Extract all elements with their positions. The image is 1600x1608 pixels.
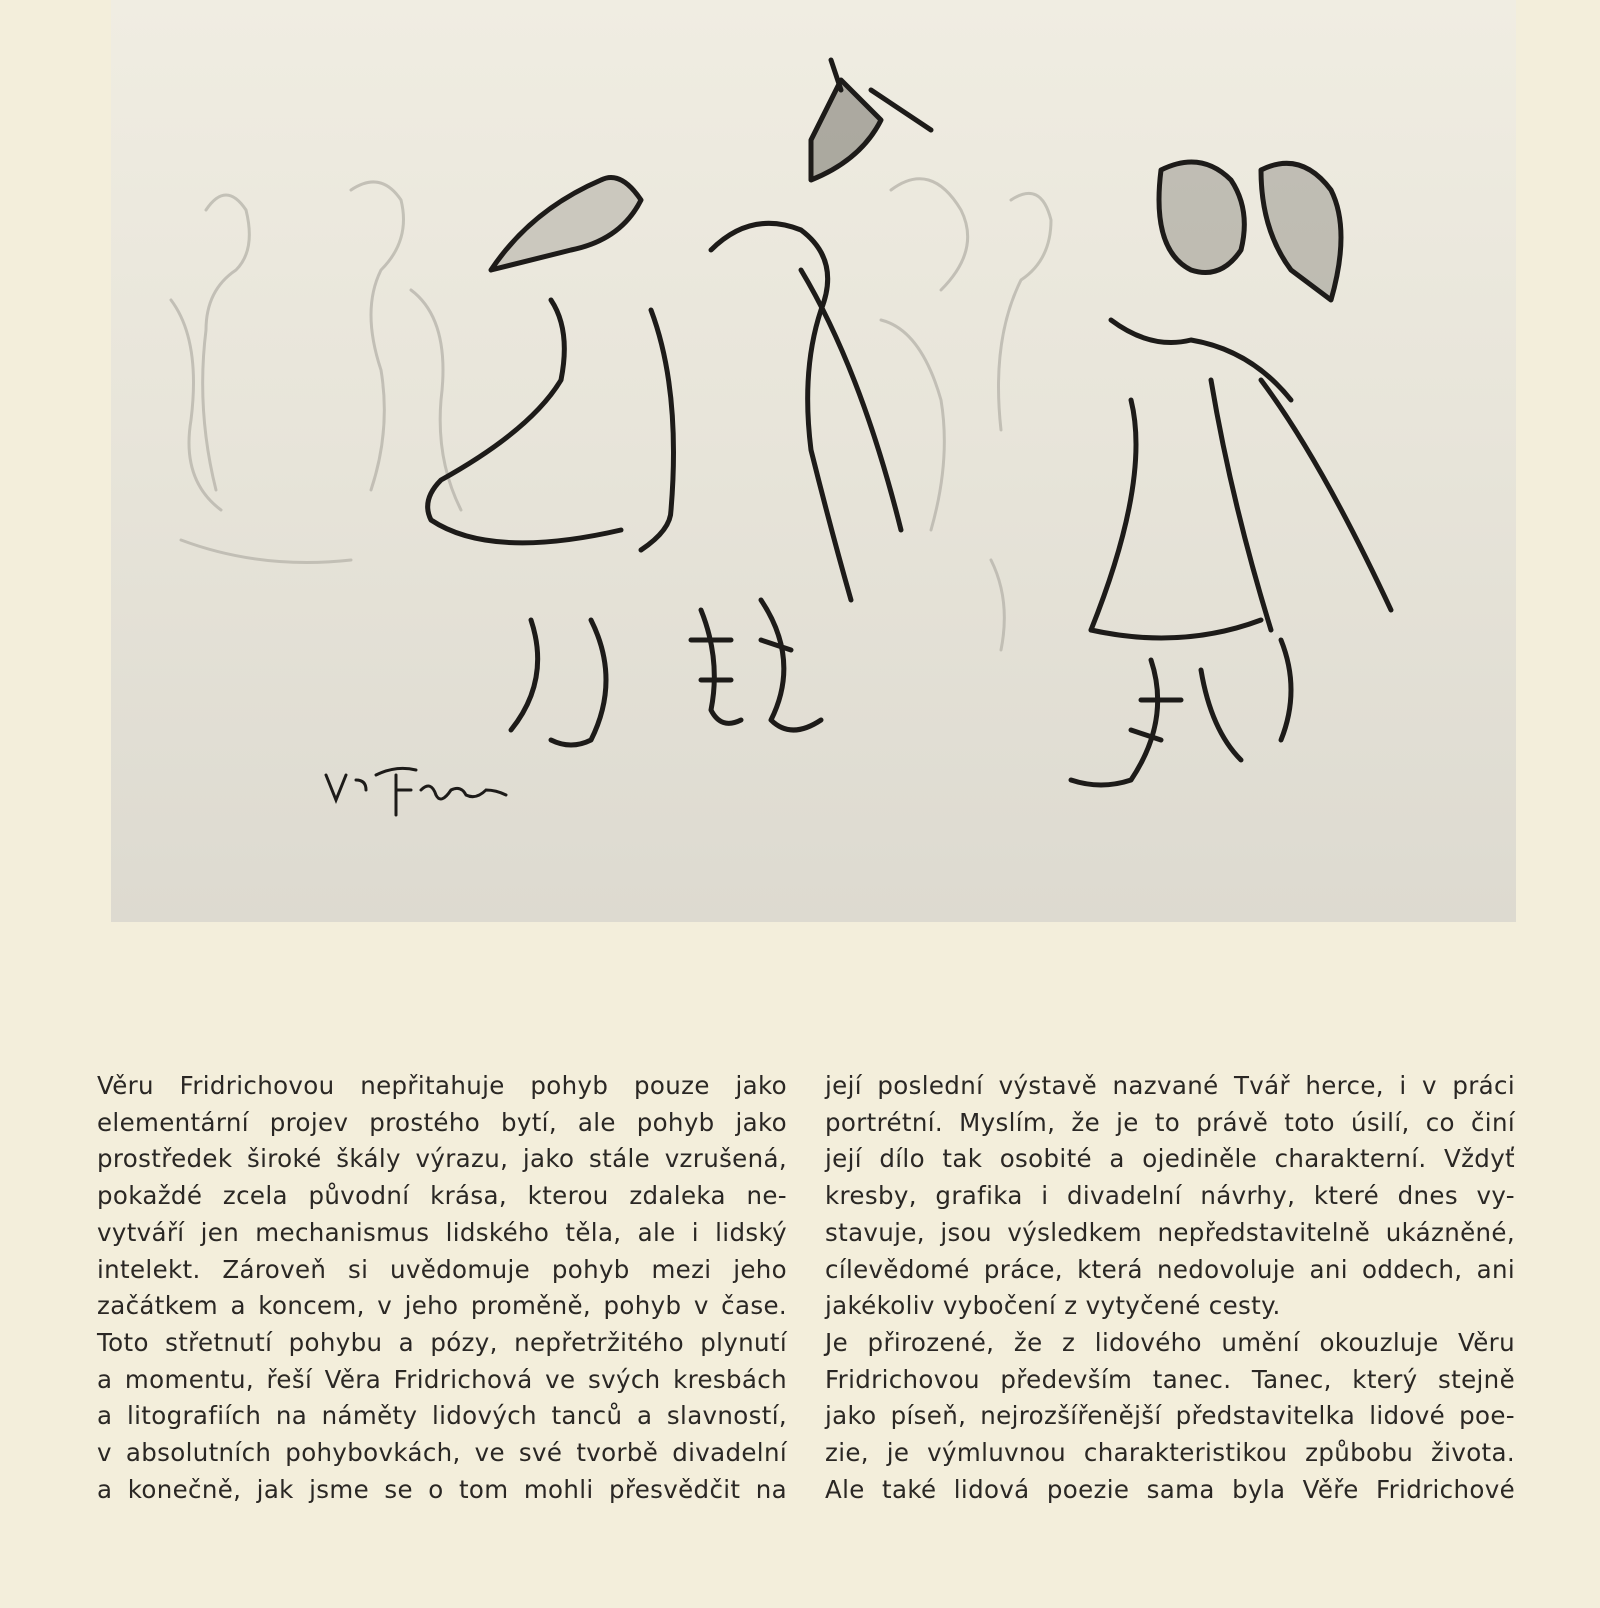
text-line: jako píseň, nejrozšířenější představitelka lidové poe- bbox=[825, 1401, 1515, 1431]
text-line: Ale také lidová poezie sama byla Věře Fridrichové bbox=[825, 1474, 1515, 1504]
ink-drawing bbox=[111, 0, 1516, 922]
artist-signature bbox=[326, 768, 506, 815]
text-line: Fridrichovou především tanec. Tanec, který stejně bbox=[825, 1364, 1515, 1394]
text-line: kresby, grafika i divadelní návrhy, které dnes vy- bbox=[825, 1181, 1515, 1211]
text-line: vytváří jen mechanismus lidského těla, ale i lidský bbox=[97, 1217, 787, 1247]
text-line: stavuje, jsou výsledkem nepředstavitelně ukázněné, bbox=[825, 1217, 1515, 1247]
text-line: cílevědomé práce, která nedovoluje ani oddech, ani bbox=[825, 1254, 1515, 1284]
dancing-pair-right bbox=[1071, 162, 1391, 785]
text-line: portrétní. Myslím, že je to právě toto úsilí, co činí bbox=[825, 1107, 1515, 1137]
text-line: intelekt. Zároveň si uvědomuje pohyb mezi jeho bbox=[97, 1254, 787, 1284]
dancing-couple-left bbox=[428, 60, 931, 745]
text-line: prostředek široké škály výrazu, jako stále vzrušená, bbox=[97, 1144, 787, 1174]
text-line: a konečně, jak jsme se o tom mohli přesvědčit na bbox=[97, 1474, 787, 1504]
text-column-right bbox=[825, 1068, 1515, 1508]
text-line: elementární projev prostého bytí, ale pohyb jako bbox=[97, 1107, 787, 1137]
folk-dance-illustration bbox=[111, 0, 1516, 922]
text-line: Toto střetnutí pohybu a pózy, nepřetržitého plynutí bbox=[97, 1327, 787, 1357]
text-line: a momentu, řeší Věra Fridrichová ve svých kresbách bbox=[97, 1364, 787, 1394]
text-line: Je přirozené, že z lidového umění okouzluje Věru bbox=[825, 1327, 1515, 1357]
text-column-left bbox=[97, 1068, 787, 1508]
text-line: jakékoliv vybočení z vytyčené cesty. bbox=[825, 1291, 1281, 1321]
text-line: a litografiích na náměty lidových tanců a slavností, bbox=[97, 1401, 787, 1431]
text-line: její poslední výstavě nazvané Tvář herce, i v práci bbox=[825, 1071, 1515, 1100]
text-line: v absolutních pohybovkách, ve své tvorbě divadelní bbox=[97, 1438, 787, 1468]
text-line: její dílo tak osobité a ojediněle charakterní. Vždyť bbox=[825, 1144, 1515, 1174]
text-line: pokaždé zcela původní krása, kterou zdaleka ne- bbox=[97, 1181, 787, 1211]
text-line: zie, je výmluvnou charakteristikou způbobu života. bbox=[825, 1438, 1515, 1468]
text-line: začátkem a koncem, v jeho proměně, pohyb v čase. bbox=[97, 1291, 787, 1321]
text-line: Věru Fridrichovou nepřitahuje pohyb pouze jako bbox=[97, 1071, 787, 1100]
faint-background-figures bbox=[171, 179, 1051, 650]
